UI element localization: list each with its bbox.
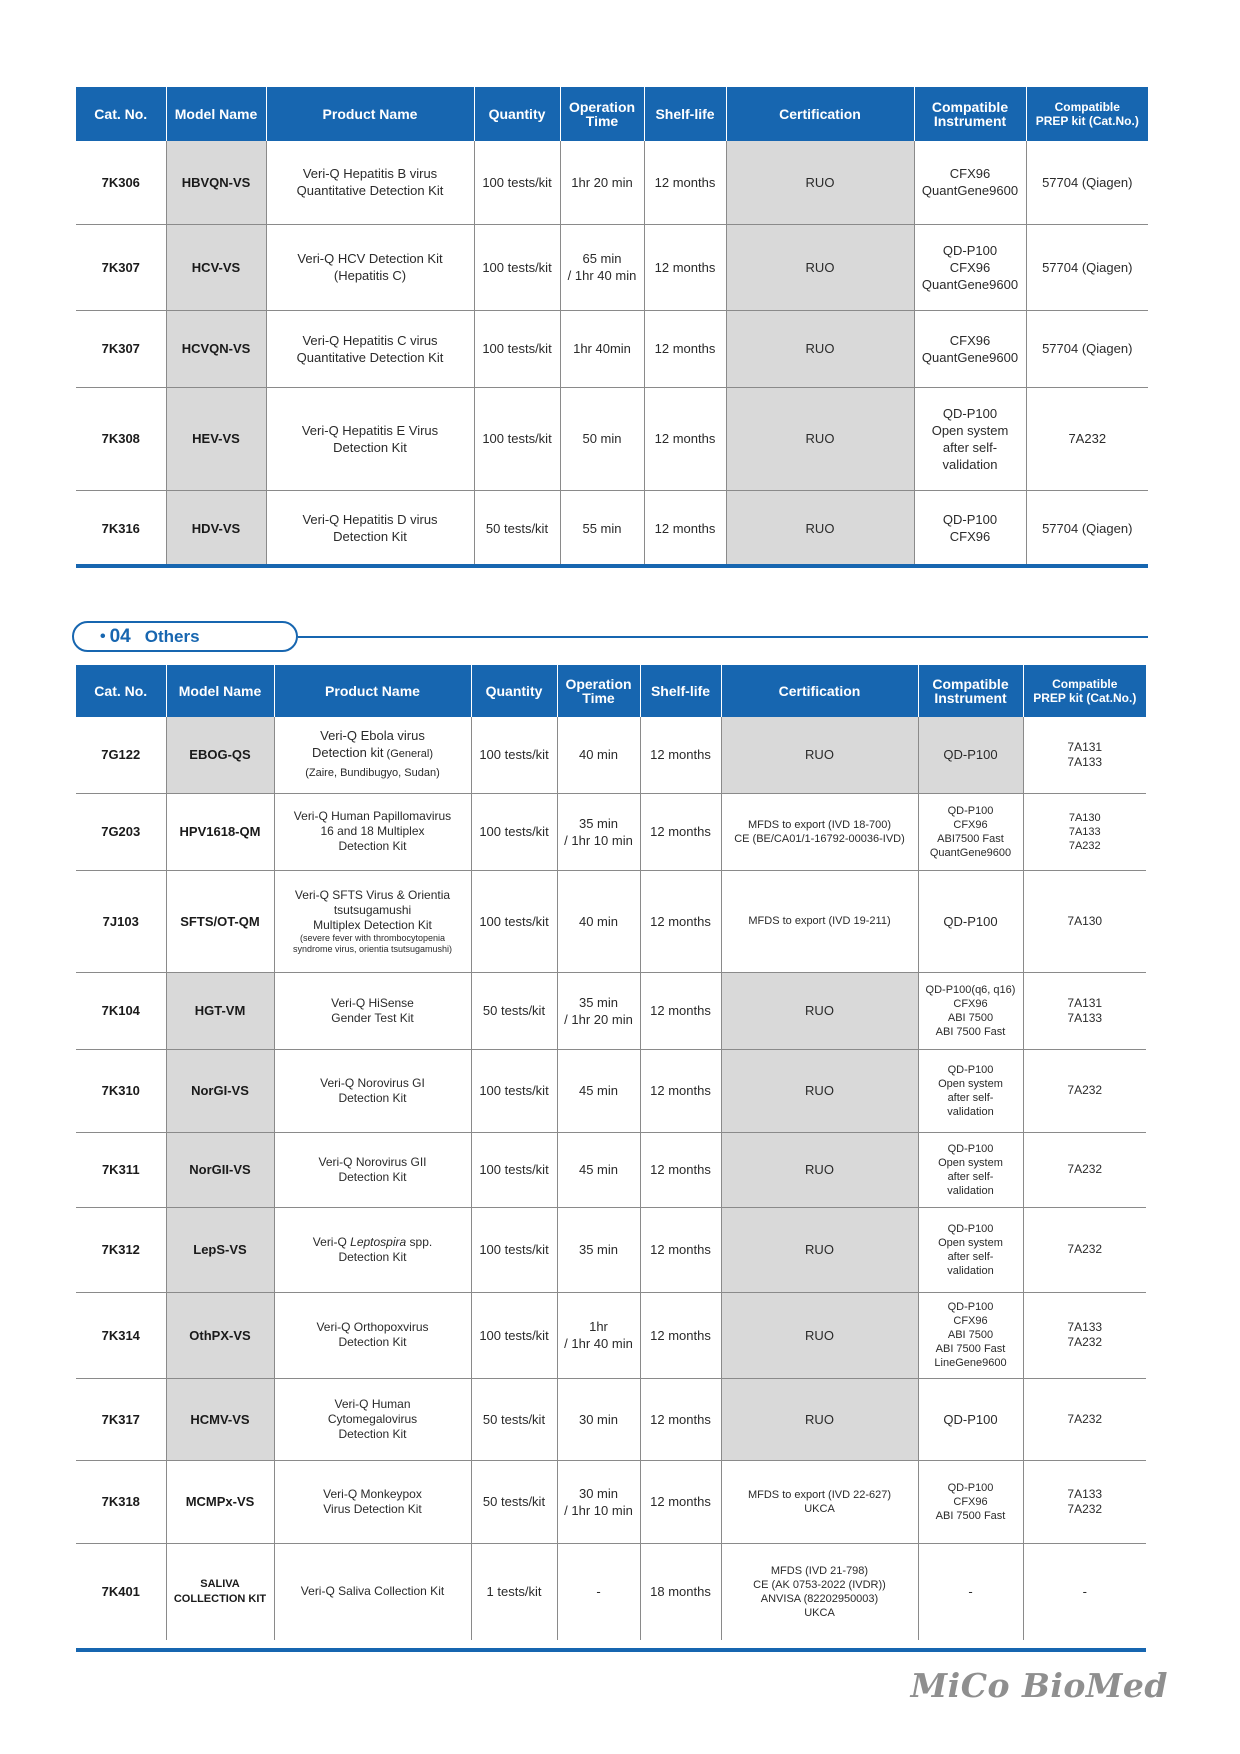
prep-kit-cell: 7A232 xyxy=(1023,1207,1146,1292)
quantity-cell: 100 tests/kit xyxy=(474,310,560,387)
certification-cell: RUO xyxy=(726,387,914,490)
prep-kit-cell: 7A232 xyxy=(1026,387,1148,490)
model-name-cell: EBOG-QS xyxy=(166,717,274,793)
shelf-life-cell: 12 months xyxy=(644,387,726,490)
operation-time-cell: 45 min xyxy=(557,1132,640,1207)
section-title: Others xyxy=(144,626,200,646)
instrument-cell: QD-P100 CFX96 xyxy=(914,490,1026,566)
header-quantity: Quantity xyxy=(474,87,560,141)
header-operation-time: Operation Time xyxy=(560,87,644,141)
shelf-life-cell: 12 months xyxy=(640,972,721,1049)
prep-kit-cell: 7A131 7A133 xyxy=(1023,717,1146,793)
certification-cell: MFDS to export (IVD 18-700) CE (BE/CA01/1-16792-00036-IVD) xyxy=(721,793,918,870)
quantity-cell: 100 tests/kit xyxy=(474,224,560,310)
header-shelf-life: Shelf-life xyxy=(644,87,726,141)
operation-time-cell: 1hr 20 min xyxy=(560,141,644,224)
operation-time-cell: 40 min xyxy=(557,870,640,972)
shelf-life-cell: 12 months xyxy=(640,793,721,870)
table-row xyxy=(76,870,1146,972)
table-row xyxy=(76,224,1148,310)
shelf-life-cell: 12 months xyxy=(644,141,726,224)
operation-time-cell: 1hr 40min xyxy=(560,310,644,387)
shelf-life-cell: 12 months xyxy=(640,1207,721,1292)
header-certification: Certification xyxy=(726,87,914,141)
prep-kit-cell: 7A130 xyxy=(1023,870,1146,972)
operation-time-cell: 50 min xyxy=(560,387,644,490)
operation-time-cell: 55 min xyxy=(560,490,644,566)
table-row xyxy=(76,1378,1146,1460)
shelf-life-cell: 12 months xyxy=(640,1378,721,1460)
cat-no-cell: 7K312 xyxy=(76,1207,166,1292)
quantity-cell: 100 tests/kit xyxy=(471,1049,557,1132)
header-product-name: Product Name xyxy=(274,665,471,717)
section-bullet: • xyxy=(100,627,106,645)
certification-cell: RUO xyxy=(721,1292,918,1378)
model-name-cell: HGT-VM xyxy=(166,972,274,1049)
product-name-cell: Veri-Q Leptospira spp. Detection Kit xyxy=(274,1207,471,1292)
product-table-1 xyxy=(76,87,1148,566)
shelf-life-cell: 12 months xyxy=(644,310,726,387)
operation-time-cell: 35 min / 1hr 20 min xyxy=(557,972,640,1049)
cat-no-cell: 7K310 xyxy=(76,1049,166,1132)
instrument-cell: QD-P100 CFX96 QuantGene9600 xyxy=(914,224,1026,310)
table-row xyxy=(76,1049,1146,1132)
quantity-cell: 100 tests/kit xyxy=(471,1207,557,1292)
model-name-cell: OthPX-VS xyxy=(166,1292,274,1378)
product-name-cell: Veri-Q Hepatitis B virus Quantitative Detection Kit xyxy=(266,141,474,224)
model-name-cell: SFTS/OT-QM xyxy=(166,870,274,972)
brand-logo-text: MiCo BioMed xyxy=(910,1666,1168,1705)
table-row xyxy=(76,1132,1146,1207)
quantity-cell: 1 tests/kit xyxy=(471,1543,557,1640)
table-1-bottom-rule xyxy=(76,564,1148,568)
quantity-cell: 100 tests/kit xyxy=(471,870,557,972)
product-name-cell: Veri-Q Saliva Collection Kit xyxy=(274,1543,471,1640)
header-certification: Certification xyxy=(721,665,918,717)
instrument-cell: CFX96 QuantGene9600 xyxy=(914,141,1026,224)
product-name-cell: Veri-Q Hepatitis E Virus Detection Kit xyxy=(266,387,474,490)
model-name-cell: HCMV-VS xyxy=(166,1378,274,1460)
product-name-cell: Veri-Q HiSense Gender Test Kit xyxy=(274,972,471,1049)
instrument-cell: QD-P100 Open system after self- validation xyxy=(914,387,1026,490)
cat-no-cell: 7G203 xyxy=(76,793,166,870)
model-name-cell: NorGI-VS xyxy=(166,1049,274,1132)
table-row xyxy=(76,1460,1146,1543)
product-name-cell: Veri-Q Human Papillomavirus 16 and 18 Multiplex Detection Kit xyxy=(274,793,471,870)
shelf-life-cell: 18 months xyxy=(640,1543,721,1640)
prep-kit-cell: 7A131 7A133 xyxy=(1023,972,1146,1049)
operation-time-cell: 45 min xyxy=(557,1049,640,1132)
prep-kit-cell: 7A133 7A232 xyxy=(1023,1460,1146,1543)
shelf-life-cell: 12 months xyxy=(644,224,726,310)
table-row xyxy=(76,972,1146,1049)
prep-kit-cell: 57704 (Qiagen) xyxy=(1026,490,1148,566)
instrument-cell: QD-P100 CFX96 ABI7500 Fast QuantGene9600 xyxy=(918,793,1023,870)
quantity-cell: 50 tests/kit xyxy=(474,490,560,566)
instrument-cell: QD-P100 Open system after self- validation xyxy=(918,1132,1023,1207)
shelf-life-cell: 12 months xyxy=(640,717,721,793)
product-name-cell: Veri-Q Human Cytomegalovirus Detection Kit xyxy=(274,1378,471,1460)
header-quantity: Quantity xyxy=(471,665,557,717)
section-header-others xyxy=(72,621,298,652)
shelf-life-cell: 12 months xyxy=(640,1049,721,1132)
certification-cell: RUO xyxy=(721,1132,918,1207)
certification-cell: RUO xyxy=(721,972,918,1049)
table-2-bottom-rule xyxy=(76,1648,1146,1652)
header-model-name: Model Name xyxy=(166,87,266,141)
prep-kit-cell: 57704 (Qiagen) xyxy=(1026,310,1148,387)
quantity-cell: 100 tests/kit xyxy=(474,141,560,224)
model-name-cell: MCMPx-VS xyxy=(166,1460,274,1543)
instrument-cell: QD-P100 xyxy=(918,1378,1023,1460)
operation-time-cell: 30 min xyxy=(557,1378,640,1460)
model-name-cell: SALIVA COLLECTION KIT xyxy=(166,1543,274,1640)
cat-no-cell: 7G122 xyxy=(101,747,141,763)
shelf-life-cell: 12 months xyxy=(644,490,726,566)
cat-no-cell: 7K311 xyxy=(76,1132,166,1207)
model-name-cell: HPV1618-QM xyxy=(166,793,274,870)
product-name-cell: Veri-Q Norovirus GI Detection Kit xyxy=(274,1049,471,1132)
prep-kit-cell: - xyxy=(1023,1543,1146,1640)
product-table-2 xyxy=(76,665,1146,1640)
quantity-cell: 100 tests/kit xyxy=(471,1132,557,1207)
prep-kit-cell: 7A232 xyxy=(1023,1049,1146,1132)
operation-time-cell: 30 min / 1hr 10 min xyxy=(557,1460,640,1543)
table-row xyxy=(76,793,1146,870)
prep-kit-cell: 7A133 7A232 xyxy=(1023,1292,1146,1378)
operation-time-cell: 65 min / 1hr 40 min xyxy=(560,224,644,310)
table-header-row xyxy=(76,87,1148,141)
quantity-cell: 50 tests/kit xyxy=(471,1378,557,1460)
header-prep-kit: Compatible PREP kit (Cat.No.) xyxy=(1026,87,1148,141)
cat-no-cell: 7K307 xyxy=(76,224,166,310)
product-name-cell: Veri-Q SFTS Virus & Orientia tsutsugamushi Multiplex Detection Kit (severe fever with thrombocytopenia syndrome virus, orientia tsutsugamushi) xyxy=(274,870,471,972)
certification-cell: MFDS to export (IVD 22-627) UKCA xyxy=(721,1460,918,1543)
cat-no-cell: 7K317 xyxy=(76,1378,166,1460)
shelf-life-cell: 12 months xyxy=(640,1460,721,1543)
operation-time-cell: 40 min xyxy=(557,717,640,793)
shelf-life-cell: 12 months xyxy=(640,1132,721,1207)
product-name-cell: Veri-Q Hepatitis D virus Detection Kit xyxy=(266,490,474,566)
certification-cell: RUO xyxy=(721,717,918,793)
operation-time-cell: 35 min / 1hr 10 min xyxy=(557,793,640,870)
model-name-cell: HEV-VS xyxy=(166,387,266,490)
shelf-life-cell: 12 months xyxy=(640,870,721,972)
quantity-cell: 50 tests/kit xyxy=(471,1460,557,1543)
table-row xyxy=(76,1292,1146,1378)
section-divider-line xyxy=(298,636,1148,638)
instrument-cell: - xyxy=(918,1543,1023,1640)
certification-cell: RUO xyxy=(726,310,914,387)
header-instrument: Compatible Instrument xyxy=(918,665,1023,717)
header-cat-no: Cat. No. xyxy=(76,87,166,141)
product-name-cell: Veri-Q Monkeypox Virus Detection Kit xyxy=(274,1460,471,1543)
quantity-cell: 100 tests/kit xyxy=(474,387,560,490)
header-operation-time: Operation Time xyxy=(557,665,640,717)
table-row xyxy=(76,387,1148,490)
header-cat-no: Cat. No. xyxy=(76,665,166,717)
instrument-cell: QD-P100 Open system after self- validation xyxy=(918,1207,1023,1292)
table-row xyxy=(76,141,1148,224)
instrument-cell: QD-P100 xyxy=(918,870,1023,972)
section-number: 04 xyxy=(109,625,131,647)
instrument-cell: QD-P100 CFX96 ABI 7500 Fast xyxy=(918,1460,1023,1543)
table-row xyxy=(76,1543,1146,1640)
product-name-cell: Veri-Q Hepatitis C virus Quantitative Detection Kit xyxy=(266,310,474,387)
quantity-cell: 100 tests/kit xyxy=(471,717,557,793)
model-name-cell: HDV-VS xyxy=(166,490,266,566)
prep-kit-cell: 7A130 7A133 7A232 xyxy=(1023,793,1146,870)
prep-kit-cell: 57704 (Qiagen) xyxy=(1026,224,1148,310)
header-model-name: Model Name xyxy=(166,665,274,717)
cat-no-cell: 7K306 xyxy=(101,174,140,190)
cat-no-cell: 7K307 xyxy=(76,310,166,387)
model-name-cell: HCV-VS xyxy=(166,224,266,310)
instrument-cell: QD-P100 xyxy=(918,717,1023,793)
table-row xyxy=(76,717,1146,793)
certification-cell: MFDS to export (IVD 19-211) xyxy=(721,870,918,972)
certification-cell: RUO xyxy=(726,490,914,566)
cat-no-cell: 7J103 xyxy=(76,870,166,972)
operation-time-cell: 1hr / 1hr 40 min xyxy=(557,1292,640,1378)
cat-no-cell: 7K401 xyxy=(76,1543,166,1640)
header-product-name: Product Name xyxy=(266,87,474,141)
quantity-cell: 100 tests/kit xyxy=(471,1292,557,1378)
certification-cell: RUO xyxy=(726,224,914,310)
product-name-cell: Veri-Q Orthopoxvirus Detection Kit xyxy=(274,1292,471,1378)
instrument-cell: QD-P100 CFX96 ABI 7500 ABI 7500 Fast LineGene9600 xyxy=(918,1292,1023,1378)
instrument-cell: QD-P100 Open system after self- validation xyxy=(918,1049,1023,1132)
cat-no-cell: 7K308 xyxy=(76,387,166,490)
certification-cell: RUO xyxy=(721,1207,918,1292)
model-name-cell: LepS-VS xyxy=(166,1207,274,1292)
product-name-cell: Veri-Q HCV Detection Kit (Hepatitis C) xyxy=(266,224,474,310)
model-name-cell: HCVQN-VS xyxy=(166,310,266,387)
table-header-row xyxy=(76,665,1146,717)
instrument-cell: QD-P100(q6, q16) CFX96 ABI 7500 ABI 7500 Fast xyxy=(918,972,1023,1049)
table-row xyxy=(76,310,1148,387)
product-name-cell: Veri-Q Ebola virus Detection kit (General) (Zaire, Bundibugyo, Sudan) xyxy=(274,717,471,793)
operation-time-cell: 35 min xyxy=(557,1207,640,1292)
product-name-cell: Veri-Q Norovirus GII Detection Kit xyxy=(274,1132,471,1207)
certification-cell: RUO xyxy=(726,141,914,224)
cat-no-cell: 7K318 xyxy=(76,1460,166,1543)
header-instrument: Compatible Instrument xyxy=(914,87,1026,141)
certification-cell: RUO xyxy=(721,1378,918,1460)
quantity-cell: 100 tests/kit xyxy=(471,793,557,870)
prep-kit-cell: 57704 (Qiagen) xyxy=(1026,141,1148,224)
certification-cell: MFDS (IVD 21-798) CE (AK 0753-2022 (IVDR)) ANVISA (82202950003) UKCA xyxy=(721,1543,918,1640)
shelf-life-cell: 12 months xyxy=(640,1292,721,1378)
table-row xyxy=(76,1207,1146,1292)
cat-no-cell: 7K104 xyxy=(76,972,166,1049)
table-row xyxy=(76,490,1148,566)
cat-no-cell: 7K314 xyxy=(76,1292,166,1378)
operation-time-cell: - xyxy=(557,1543,640,1640)
header-prep-kit: Compatible PREP kit (Cat.No.) xyxy=(1023,665,1146,717)
model-name-cell: HBVQN-VS xyxy=(166,141,266,224)
model-name-cell: NorGII-VS xyxy=(166,1132,274,1207)
prep-kit-cell: 7A232 xyxy=(1023,1132,1146,1207)
header-shelf-life: Shelf-life xyxy=(640,665,721,717)
certification-cell: RUO xyxy=(721,1049,918,1132)
prep-kit-cell: 7A232 xyxy=(1023,1378,1146,1460)
quantity-cell: 50 tests/kit xyxy=(471,972,557,1049)
cat-no-cell: 7K316 xyxy=(76,490,166,566)
instrument-cell: CFX96 QuantGene9600 xyxy=(914,310,1026,387)
